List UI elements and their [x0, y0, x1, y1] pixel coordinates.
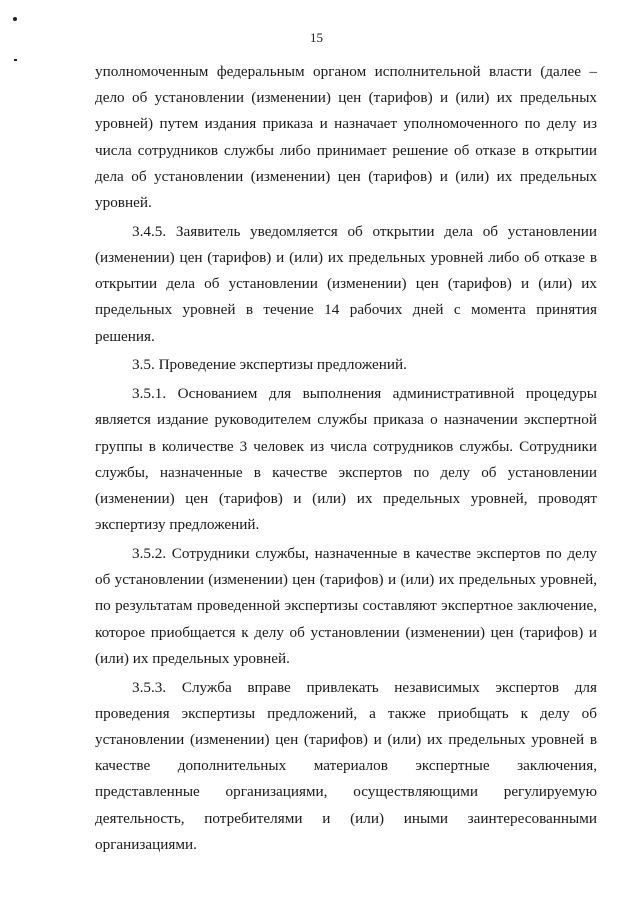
paragraph-3-5-1: 3.5.1. Основанием для выполнения административной процедуры является издание руководителем службы приказа о назначении экспертной группы в количестве 3 человек из числа сотрудников службы. Сотрудники службы, назначенные в качестве экспертов по делу об установлении (изменении) цен (тарифов) и (или) их предельных уровней, проводят экспертизу предложений. — [95, 385, 597, 534]
paragraph-3-5-2: 3.5.2. Сотрудники службы, назначенные в качестве экспертов по делу об установлении (изменении) цен (тарифов) и (или) их предельных уровней, по результатам проведенной экспертизы составляют экспертное заключение, которое приобщается к делу об установлении (изменении) цен (тарифов) и (или) их предельных уровней. — [95, 545, 597, 667]
paragraph-3-5-3: 3.5.3. Служба вправе привлекать независимых экспертов для проведения экспертизы предложений, а также приобщать к делу об установлении (изменении) цен (тарифов) и (или) их предельных уровней в качестве дополнительных материалов экспертные заключения, представленные организациями, осуществляющими регулируемую деятельность, потребителями и (или) иными заинтересованными организациями. — [95, 678, 597, 853]
page-number: 15 — [310, 30, 323, 45]
section-heading-3-5: 3.5. Проведение экспертизы предложений. — [132, 356, 407, 374]
paragraph-3-4-5: 3.4.5. Заявитель уведомляется об открытии дела об установлении (изменении) цен (тарифов) и (или) их предельных уровней либо об отказе в открытии дела об установлении (изменении) цен (тарифов) и (или) их предельных уровней в течение 14 рабочих дней с момента принятия решения. — [95, 222, 597, 345]
paragraph-continuation: уполномоченным федеральным органом исполнительной власти (далее – дело об установлении (изменении) цен (тарифов) и (или) их предельных уровней) путем издания приказа и назначает уполномоченного по делу из числа сотрудников службы либо принимает решение об отказе в открытии дела об установлении (изменении) цен (тарифов) и (или) их предельных уровней. — [95, 63, 597, 212]
document-body — [95, 59, 597, 861]
scan-mark — [13, 17, 17, 21]
scan-mark — [14, 59, 17, 61]
